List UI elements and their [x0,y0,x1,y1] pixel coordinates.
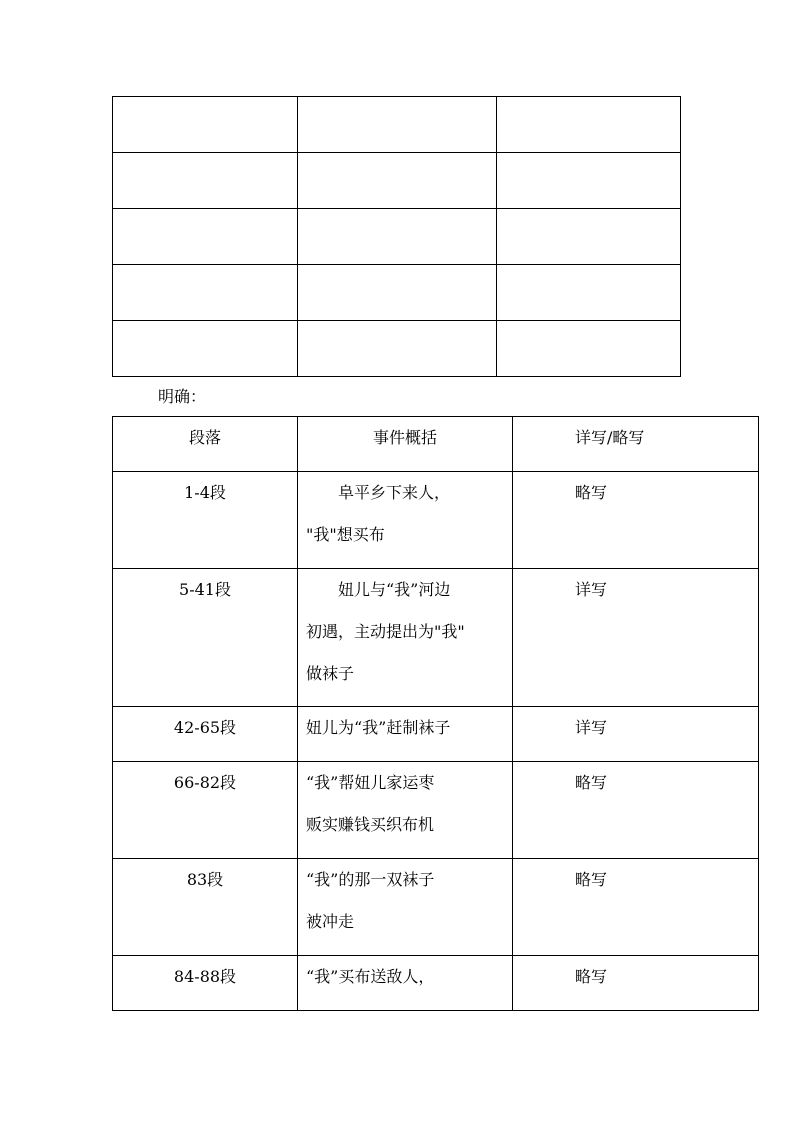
table-row [113,762,759,859]
detail-cell: 详写 [513,707,759,762]
event-cell [298,956,513,1011]
table-row [113,569,759,707]
detail-cell: 略写 [513,859,759,956]
table-row [113,153,681,209]
detail-cell: 详写 [513,569,759,707]
table-row [113,707,759,762]
event-cell [298,569,513,707]
detail-cell: 略写 [513,472,759,569]
answer-table [112,416,759,1011]
header-event: 事件概括 [298,417,513,472]
blank-table [112,96,681,377]
event-line: “我”帮妞儿家运枣 [306,773,435,792]
table-row [113,956,759,1011]
event-line: 妞儿为“我”赶制袜子 [306,718,451,737]
event-line: 被冲走 [306,912,355,931]
event-line: “我”的那一双袜子 [306,870,435,889]
answer-label: 明确： [158,387,207,406]
segment-cell: 42-65段 [113,707,298,762]
event-line: 阜平乡下来人， [338,483,451,502]
event-cell [298,472,513,569]
header-row [113,417,759,472]
event-cell [298,859,513,956]
table-row [113,472,759,569]
event-cell [298,707,513,762]
segment-cell: 1-4段 [113,472,298,569]
segment-cell: 5-41段 [113,569,298,707]
table-row [113,859,759,956]
event-line: 贩实赚钱买织布机 [306,815,435,834]
table-row [113,321,681,377]
event-line: “我”买布送敌人， [306,967,435,986]
header-detail: 详写/略写 [513,417,759,472]
header-segment: 段落 [113,417,298,472]
segment-cell: 83段 [113,859,298,956]
event-line: 做袜子 [306,664,355,683]
segment-cell: 66-82段 [113,762,298,859]
detail-cell: 略写 [513,762,759,859]
table-row [113,265,681,321]
segment-cell: 84-88段 [113,956,298,1011]
event-line: 初遇，主动提出为"我" [306,622,465,641]
detail-cell: 略写 [513,956,759,1011]
event-line: 妞儿与“我”河边 [338,580,451,599]
event-line: "我"想买布 [306,525,385,544]
event-cell [298,762,513,859]
table-row [113,97,681,153]
table-row [113,209,681,265]
